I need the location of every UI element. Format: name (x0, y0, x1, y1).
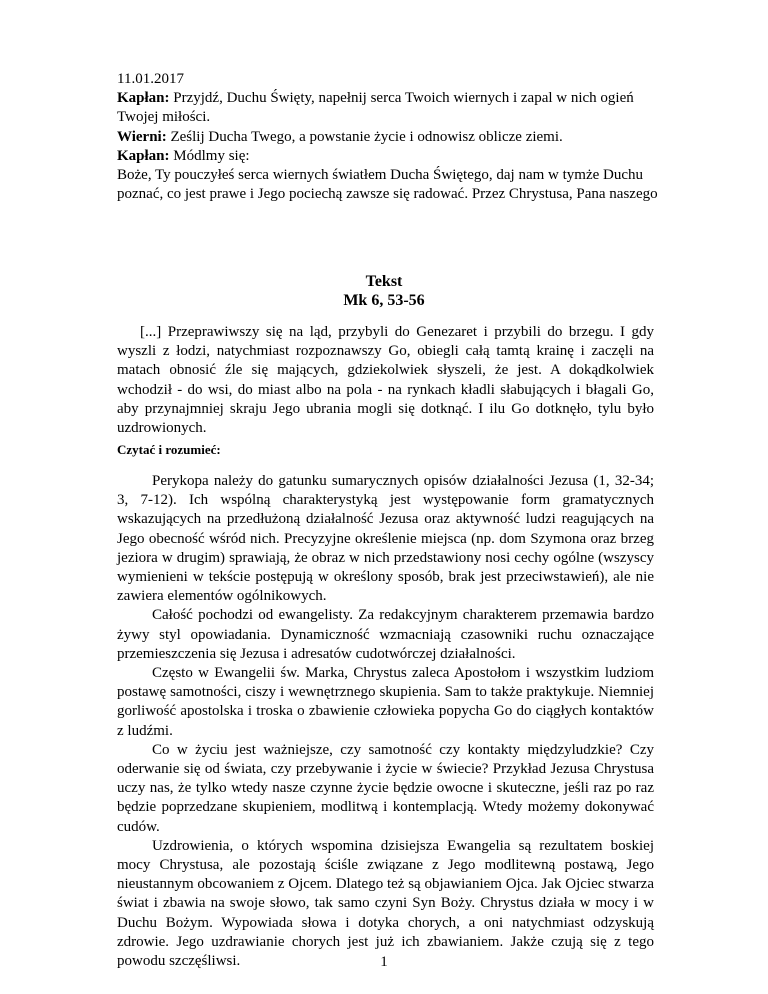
prayer-text: Przyjdź, Duchu Święty, napełnij serca Twoich wiernych i zapal w nich ogień Twojej miłości. (117, 90, 634, 126)
speaker-label: Kapłan: (117, 90, 170, 107)
prayer-text: Ześlij Ducha Twego, a powstanie życie i odnowisz oblicze ziemi. (166, 128, 563, 145)
prayer-line (117, 128, 677, 147)
commentary-heading: Czytać i rozumieć: (117, 442, 221, 457)
speaker-label: Wierni: (117, 128, 167, 145)
prayer-line (117, 89, 677, 127)
commentary-paragraph: Perykopa należy do gatunku sumarycznych opisów działalności Jezusa (1, 32-34; 3, 7-12). Ich wspólną charakterystyką jest występowanie form gramatycznych wskazujących na przedłużoną działalność Jezusa oraz aktywność ludzi reagujących na Jego obecność wśród nich. Precyzyjne określenie miejsca (np. dom Szymona oraz brzeg jeziora w drugim) sprawiają, że obraz w nich przedstawiony nosi cechy ogólne (wszyscy wymienieni w tekście postępują w określony sposób, brak jest przeciwstawień), ale nie zawiera elementów ogólnikowych. (117, 473, 654, 605)
passage-text: [...] Przeprawiwszy się na ląd, przybyli do Genezaret i przybili do brzegu. I gdy wyszli z łodzi, natychmiast rozpoznawszy Go, obiegli całą tamtą krainę i zaczęli na matach obnosić źle się mających, gdziekolwiek słyszeli, że jest. A dokądkolwiek wchodził - do wsi, do miast albo na pola - na rynkach kładli słabujących i błagali Go, aby przynajmniej skraju Jego ubrania mogli się dotknąć. I ilu Go dotknęło, tylu było uzdrowionych. (117, 324, 654, 437)
speaker-label: Kapłan: (117, 147, 170, 164)
commentary-paragraph: Często w Ewangelii św. Marka, Chrystus zaleca Apostołom i wszystkim ludziom postawę samotności, ciszy i wewnętrznego skupienia. Sam to także praktykuje. Niemniej gorliwość apostolska i troska o zbawienie człowieka popycha Go do ciągłych kontaktów z ludźmi. (117, 665, 654, 739)
date: 11.01.2017 (117, 71, 184, 87)
opening-prayer (117, 70, 677, 204)
commentary-paragraph: Uzdrowienia, o których wspomina dzisiejsza Ewangelia są rezultatem boskiej mocy Chrystusa, ale pozostają ściśle związane z Jego modlitewną postawą, Jego nieustannym obcowaniem z Ojcem. Dlatego też są objawianiem Ojca. Jak Ojciec stwarza świat i zbawia na swoje słowo, tak samo czyni Syn Boży. Chrystus działa w mocy i w Duchu Bożym. Wypowiada słowa i dotyka chorych, a oni natychmiast odzyskują zdrowie. Jego uzdrawianie chorych jest już ich zbawianiem. Jakże czują się z tego powodu szczęśliwsi. (117, 837, 654, 970)
gospel-passage (117, 323, 654, 438)
commentary-paragraph: Co w życiu jest ważniejsze, czy samotność czy kontakty międzyludzkie? Czy oderwanie się od świata, czy przebywanie i życie w świecie? Przykład Jezusa Chrystusa uczy nas, że tylko wtedy nasze czynne życie będzie owocne i skuteczne, jeśli raz po raz będzie poprzedzane skupieniem, modlitwą i kontemplacją. Wtedy możemy dokonywać cudów. (117, 741, 654, 835)
scripture-reference: Mk 6, 53-56 (343, 292, 425, 309)
prayer-line (117, 147, 677, 166)
page-number: 1 (380, 954, 388, 970)
commentary-paragraph: Całość pochodzi od ewangelisty. Za redakcyjnym charakterem przemawia bardzo żywy styl opowiadania. Dynamiczność wzmacniają czasowniki ruchu oznaczające przemieszczenia się Jezusa i adresatów cudotwórczej działalności. (117, 607, 654, 662)
prayer-text: Módlmy się: (169, 147, 250, 164)
prayer-closing: Boże, Ty pouczyłeś serca wiernych światłem Ducha Świętego, daj nam w tymże Duchu poznać, co jest prawe i Jego pociechą zawsze się radować. Przez Chrystusa, Pana naszego (117, 167, 658, 203)
commentary (117, 472, 654, 971)
section-title: Tekst (365, 273, 403, 290)
